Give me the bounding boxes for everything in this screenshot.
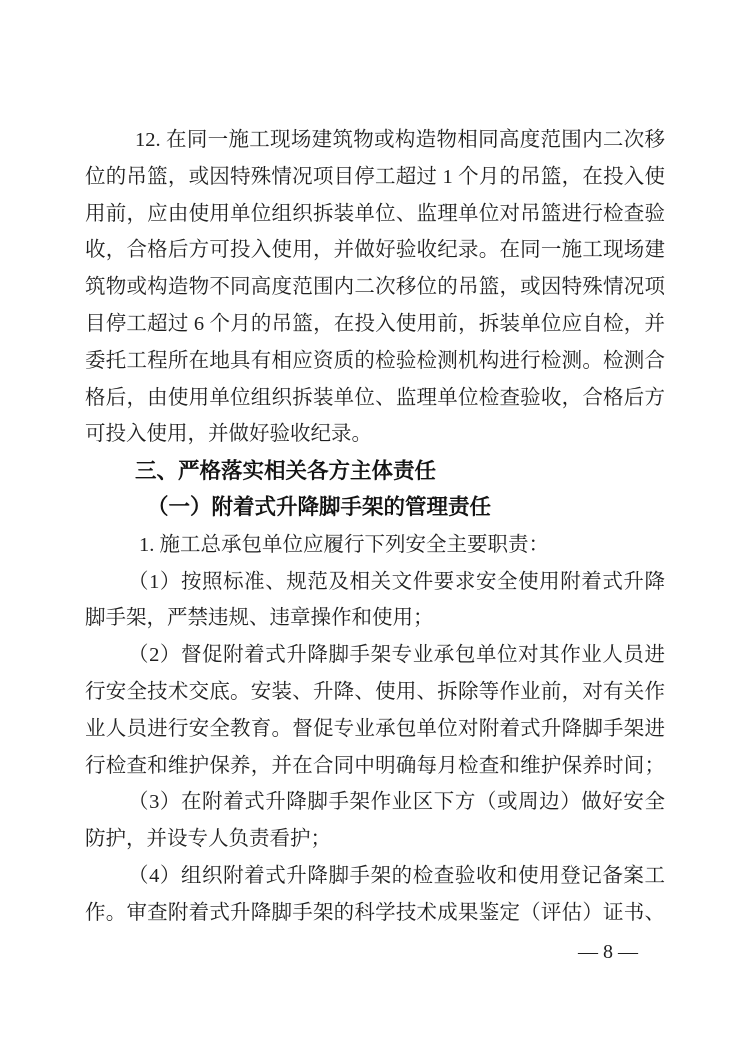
document-line: 收，合格后方可投入使用，并做好验收纪录。在同一施工现场建: [85, 239, 665, 262]
document-line: 委托工程所在地具有相应资质的检验检测机构进行检测。检测合: [85, 349, 665, 372]
document-line: 位的吊篮，或因特殊情况项目停工超过 1 个月的吊篮，在投入使: [85, 165, 665, 188]
document-line: 作。审查附着式升降脚手架的科学技术成果鉴定（评估）证书、: [85, 901, 665, 924]
document-line: 脚手架，严禁违规、违章操作和使用；: [85, 607, 434, 630]
document-line: 行安全技术交底。安装、升降、使用、拆除等作业前，对有关作: [85, 680, 665, 703]
document-line: （2）督促附着式升降脚手架专业承包单位对其作业人员进: [128, 644, 665, 667]
document-line: 可投入使用，并做好验收纪录。: [85, 423, 372, 446]
document-line: 1. 施工总承包单位应履行下列安全主要职责：: [139, 533, 549, 556]
document-line: 目停工超过 6 个月的吊篮，在投入使用前，拆装单位应自检，并: [85, 312, 665, 335]
document-line: 用前，应由使用单位组织拆装单位、监理单位对吊篮进行检查验: [85, 202, 665, 225]
subsection-heading: （一）附着式升降脚手架的管理责任: [147, 494, 492, 520]
document-line: 格后，由使用单位组织拆装单位、监理单位检查验收，合格后方: [85, 386, 665, 409]
document-line: 防护，并设专人负责看护；: [85, 828, 331, 851]
section-heading: 三、严格落实相关各方主体责任: [135, 459, 437, 484]
page-number: — 8 —: [578, 941, 638, 963]
document-line: （4）组织附着式升降脚手架的检查验收和使用登记备案工: [128, 864, 665, 887]
document-text-block: [85, 122, 665, 932]
document-line: 筑物或构造物不同高度范围内二次移位的吊篮，或因特殊情况项: [85, 276, 665, 299]
document-line: 12. 在同一施工现场建筑物或构造物相同高度范围内二次移: [135, 129, 665, 151]
document-line: 业人员进行安全教育。督促专业承包单位对附着式升降脚手架进: [85, 717, 665, 740]
document-line: （3）在附着式升降脚手架作业区下方（或周边）做好安全: [128, 791, 665, 814]
document-line: 行检查和维护保养，并在合同中明确每月检查和维护保养时间；: [85, 754, 665, 777]
document-line: （1）按照标准、规范及相关文件要求安全使用附着式升降: [128, 570, 665, 593]
